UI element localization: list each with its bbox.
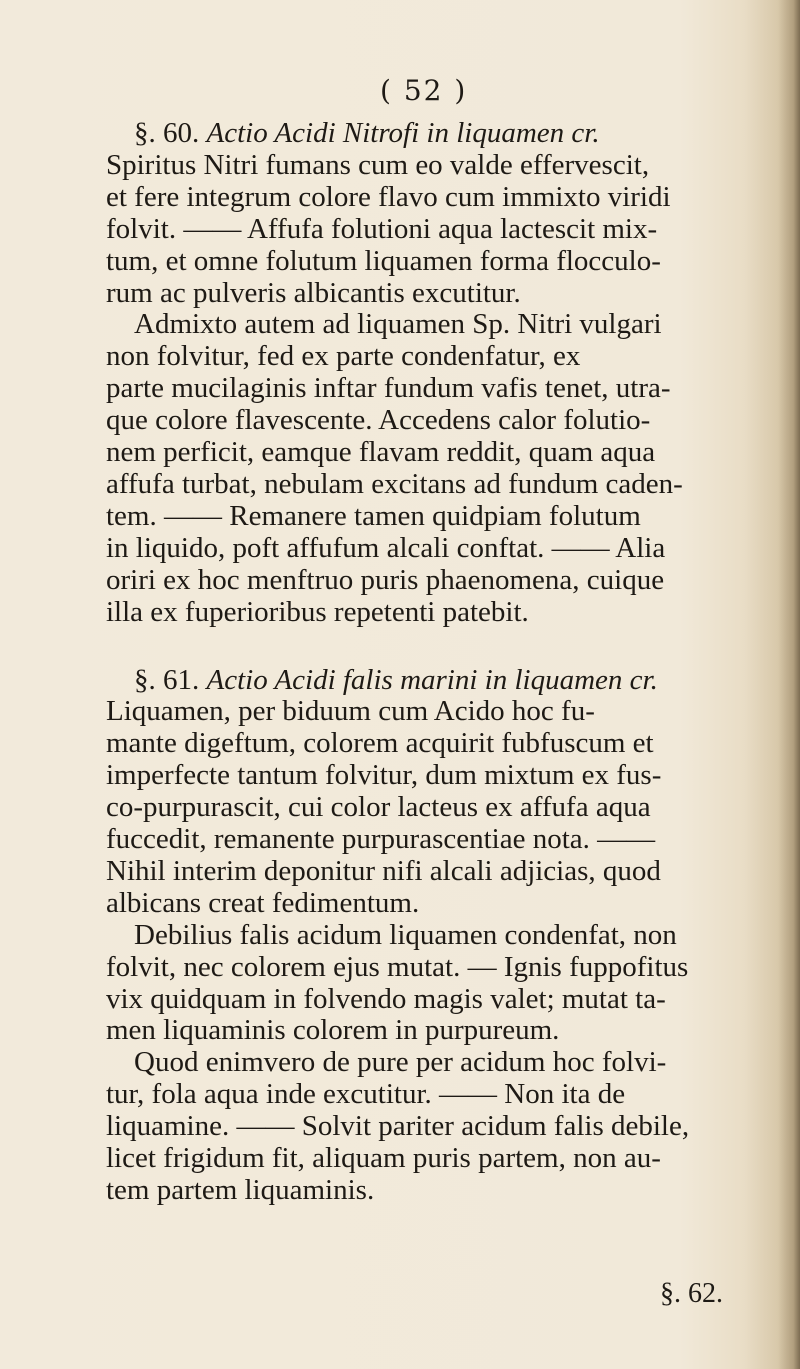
text-line: non folvitur, fed ex parte condenfatur, ex: [106, 340, 581, 373]
page-edge-shadow: [778, 0, 800, 1369]
text-line: tem. —— Remanere tamen quidpiam folutum: [106, 499, 641, 532]
text-line: nem perficit, eamque flavam reddit, quam aqua: [106, 436, 656, 469]
text-line: parte mucilaginis inftar fundum vafis tenet, utra-: [106, 372, 671, 405]
text-line: co-purpurascit, cui color lacteus ex affufa aqua: [106, 791, 651, 824]
text-line: men liquaminis colorem in purpureum.: [106, 1014, 560, 1047]
section-heading: [106, 665, 770, 697]
text-line: in liquido, poft affufum alcali conftat. —— Alia: [106, 531, 666, 564]
text-line: tem partem liquaminis.: [106, 1174, 375, 1206]
text-line: Admixto autem ad liquamen Sp. Nitri vulgari: [134, 308, 662, 341]
text-line: Nihil interim deponitur nifi alcali adjicias, quod: [106, 854, 661, 887]
text-line: et fere integrum colore flavo cum immixto viridi: [106, 180, 671, 213]
running-head: ( 52 ): [380, 74, 468, 107]
text-line: folvit, nec colorem ejus mutat. — Ignis fuppofitus: [106, 950, 689, 983]
text-line: liquamine. —— Solvit pariter acidum falis debile,: [106, 1110, 690, 1143]
text-line: oriri ex hoc menftruo puris phaenomena, cuique: [106, 563, 665, 596]
section-number: §. 60.: [134, 117, 200, 149]
text-line: Spiritus Nitri fumans cum eo valde effervescit,: [106, 148, 650, 181]
text-line: Liquamen, per biduum cum Acido hoc fu-: [106, 695, 595, 728]
section-gap: [106, 629, 770, 665]
section-number: §. 61.: [134, 663, 200, 696]
page-text: [106, 118, 770, 1207]
text-line: albicans creat fedimentum.: [106, 886, 420, 919]
text-line: tum, et omne folutum liquamen forma flocculo-: [106, 244, 661, 277]
text-line: Quod enimvero de pure per acidum hoc folvi-: [134, 1046, 667, 1079]
section-title: Actio Acidi falis marini in liquamen cr.: [206, 663, 658, 696]
section-heading: [106, 118, 770, 150]
text-line: affufa turbat, nebulam excitans ad fundum caden-: [106, 467, 683, 500]
section-title: Actio Acidi Nitrofi in liquamen cr.: [206, 117, 600, 149]
section-60: [106, 118, 770, 629]
text-line: vix quidquam in folvendo magis valet; mutat ta-: [106, 982, 666, 1015]
text-line: illa ex fuperioribus repetenti patebit.: [106, 595, 529, 628]
text-line: licet frigidum fit, aliquam puris partem, non au-: [106, 1142, 661, 1175]
catchword: §. 62.: [660, 1278, 723, 1309]
text-line: mante digeftum, colorem acquirit fubfuscum et: [106, 727, 654, 760]
text-line: Debilius falis acidum liquamen condenfat, non: [134, 918, 677, 951]
section-61: [106, 665, 770, 1207]
text-line: fuccedit, remanente purpurascentiae nota. ——: [106, 823, 656, 856]
text-line: imperfecte tantum folvitur, dum mixtum ex fus-: [106, 759, 662, 792]
text-line: tur, fola aqua inde excutitur. —— Non ita de: [106, 1078, 626, 1111]
text-line: rum ac pulveris albicantis excutitur.: [106, 276, 521, 309]
text-line: que colore flavescente. Accedens calor folutio-: [106, 404, 651, 437]
text-line: folvit. —— Affufa folutioni aqua lactescit mix-: [106, 212, 658, 245]
